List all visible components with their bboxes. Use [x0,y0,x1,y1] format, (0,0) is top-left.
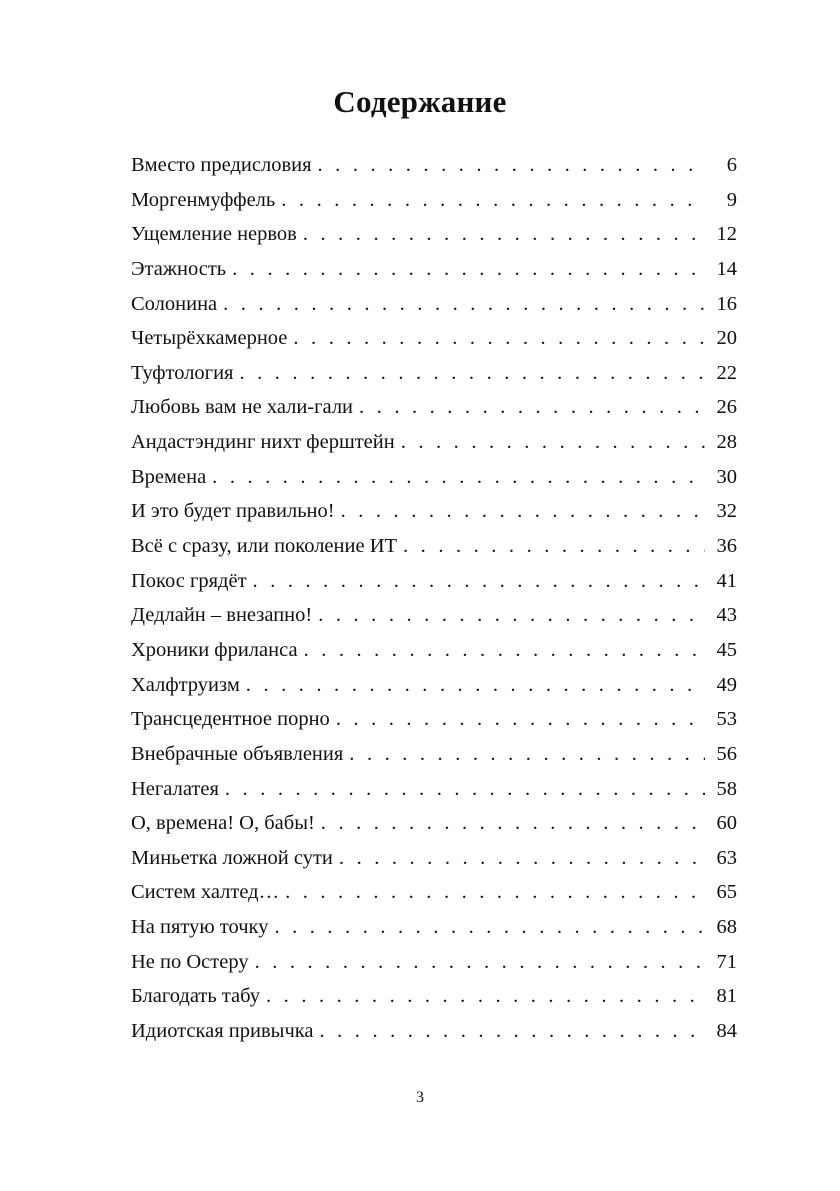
toc-entry-title: Любовь вам не хали-гали [131,396,354,419]
toc-entry-page: 45 [716,638,737,661]
toc-dot-leader [359,390,705,425]
toc-entry-page: 36 [716,535,737,558]
toc-dot-leader [223,287,705,322]
toc-entry-page: 28 [716,431,737,454]
toc-entry-page: 20 [716,327,737,350]
toc-entry [131,252,737,287]
toc-entry [131,148,737,183]
toc-entry [131,356,737,391]
toc-entry-title: Халфтруизм [131,673,240,696]
toc-dot-leader [281,183,705,218]
toc-entry-page: 53 [716,708,737,731]
toc-entry-title: Дедлайн – внезапно! [131,604,313,627]
toc-dot-leader [339,841,705,876]
toc-dot-leader [321,806,705,841]
toc-entry-page: 84 [716,1020,737,1043]
toc-entry [131,425,737,460]
toc-dot-leader [304,633,705,668]
toc-dot-leader [266,979,705,1014]
toc-dot-leader [253,564,705,599]
toc-entry-title: Четырёхкамерное [131,327,288,350]
toc-entry-title: Ущемление нервов [131,223,297,246]
toc-entry [131,806,737,841]
toc-entry-page: 16 [716,292,737,315]
toc-entry-page: 81 [716,985,737,1008]
toc-entry-title: Внебрачные объявления [131,742,344,765]
toc-entry [131,668,737,703]
toc-entry [131,875,737,910]
toc-dot-leader [401,425,705,460]
toc-entry [131,217,737,252]
toc-entry-page: 14 [716,257,737,280]
toc-entry-page: 71 [716,950,737,973]
toc-entry-title: Миньетка ложной сути [131,846,333,869]
toc-entry-page: 9 [726,188,737,211]
toc-entry [131,321,737,356]
toc-dot-leader [293,321,705,356]
toc-entry-page: 32 [716,500,737,523]
toc-entry [131,979,737,1014]
toc-entry-page: 22 [716,361,737,384]
toc-entry [131,1014,737,1049]
page-title: Содержание [333,84,507,119]
toc-dot-leader [403,529,705,564]
page-number: 3 [416,1089,424,1106]
toc-dot-leader [336,702,705,737]
toc-entry [131,529,737,564]
table-of-contents [131,148,737,1049]
toc-entry-page: 68 [716,916,737,939]
toc-dot-leader [274,910,705,945]
toc-dot-leader [232,252,705,287]
toc-dot-leader [318,148,705,183]
toc-entry [131,702,737,737]
toc-entry [131,494,737,529]
toc-entry [131,633,737,668]
toc-entry-title: Туфтология [131,361,234,384]
toc-dot-leader [320,1014,706,1049]
toc-entry-title: Не по Остеру [131,950,249,973]
toc-entry-page: 65 [716,881,737,904]
toc-entry-page: 60 [716,812,737,835]
toc-dot-leader [285,875,705,910]
toc-entry-title: Всё с сразу, или поколение ИТ [131,535,398,558]
toc-entry [131,841,737,876]
toc-entry-title: Вместо предисловия [131,154,312,176]
toc-entry-page: 41 [716,569,737,592]
toc-entry-title: Этажность [131,257,227,280]
toc-entry [131,564,737,599]
toc-dot-leader [318,598,705,633]
toc-dot-leader [255,945,705,980]
toc-entry-page: 30 [716,465,737,488]
toc-entry-title: На пятую точку [131,916,269,939]
toc-entry-page: 43 [716,604,737,627]
toc-entry [131,598,737,633]
toc-entry-title: И это будет правильно! [131,500,335,523]
toc-entry-title: Хроники фриланса [131,638,298,661]
toc-entry-title: Систем халтед… [131,881,280,904]
toc-entry [131,910,737,945]
toc-entry-title: Идиотская привычка [131,1020,314,1043]
toc-entry [131,737,737,772]
toc-dot-leader [349,737,705,772]
toc-entry [131,460,737,495]
toc-entry-page: 6 [726,154,737,176]
toc-entry-page: 26 [716,396,737,419]
toc-entry [131,390,737,425]
toc-entry-page: 56 [716,742,737,765]
toc-dot-leader [303,217,705,252]
toc-entry-title: Времена [131,465,207,488]
toc-dot-leader [341,494,705,529]
toc-entry-title: Солонина [131,292,218,315]
toc-dot-leader [246,668,705,703]
toc-entry-title: Благодать табу [131,985,261,1008]
toc-entry [131,772,737,807]
toc-dot-leader [212,460,705,495]
toc-dot-leader [225,772,705,807]
toc-entry [131,183,737,218]
toc-dot-leader [239,356,705,391]
toc-entry-page: 63 [716,846,737,869]
toc-entry-page: 58 [716,777,737,800]
toc-entry-page: 49 [716,673,737,696]
toc-entry-title: Покос грядёт [131,569,247,592]
toc-entry-title: О, времена! О, бабы! [131,812,315,835]
toc-entry [131,287,737,322]
toc-entry-title: Андастэндинг нихт ферштейн [131,431,395,454]
toc-entry [131,945,737,980]
toc-entry-title: Моргенмуффель [131,188,276,211]
toc-entry-page: 12 [716,223,737,246]
toc-entry-title: Негалатея [131,777,219,800]
toc-entry-title: Трансцедентное порно [131,708,330,731]
